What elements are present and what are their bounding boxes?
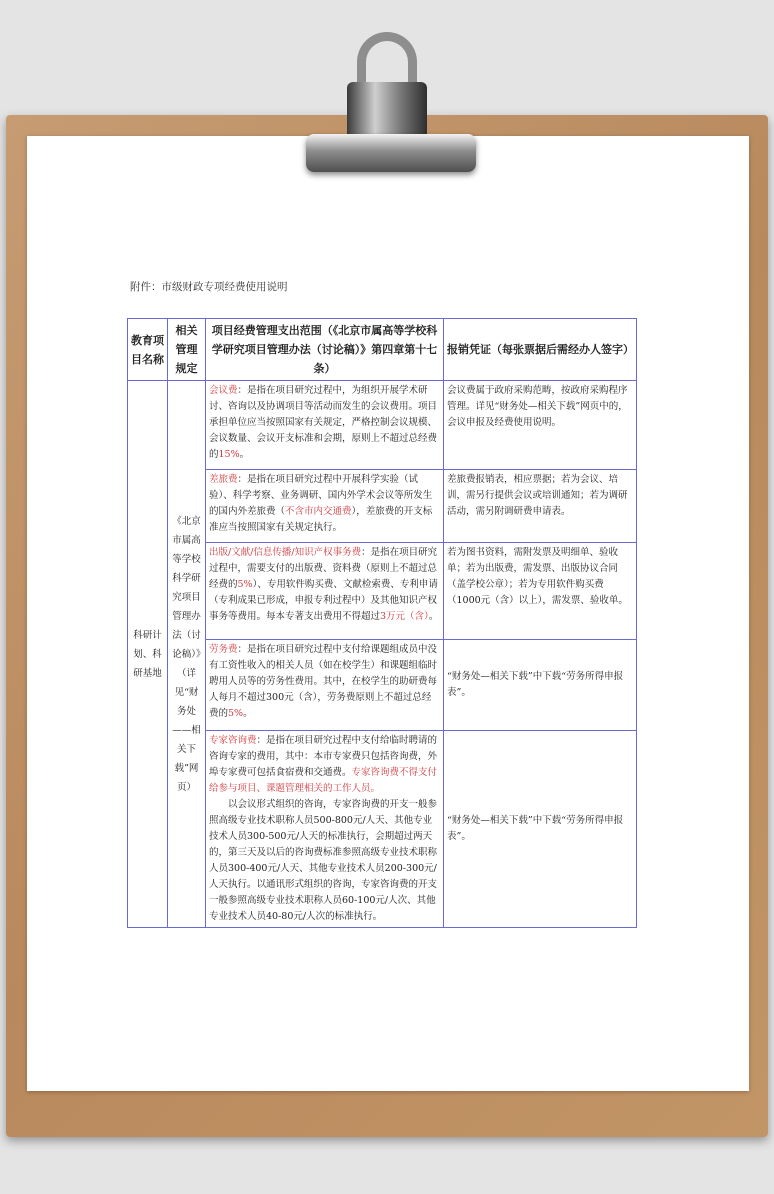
header-voucher: 报销凭证（每张票据后需经办人签字） xyxy=(444,319,637,381)
expense-cell-publication: 出版/文献/信息传播/知识产权事务费：是指在项目研究过程中，需要支付的出版费、资料费（原则上不超过总经费的5%）、专用软件购买费、文献检索费、专利申请（专利成果已形成，申报专利过程中）及其他知识产权事务等费用。每本专著支出费用不得超过3万元（含）。 xyxy=(206,543,444,640)
clip-plate xyxy=(347,82,427,142)
regulation-cell: 《北京市属高等学校科学研究项目管理办法（讨论稿）》（详见“财务处——相关下载”网页） xyxy=(168,381,206,928)
voucher-cell-publication: 若为图书资料，需附发票及明细单、验收单；若为出版费，需发票、出版协议合同（盖学校公章）；若为专用软件购买费（1000元（含）以上），需发票、验收单。 xyxy=(444,543,637,640)
project-name-cell: 科研计划、科研基地 xyxy=(128,381,168,928)
expense-cell-consulting: 专家咨询费：是指在项目研究过程中支付给临时聘请的咨询专家的费用，其中：本市专家费只包括咨询费，外埠专家费可包括食宿费和交通费。专家咨询费不得支付给参与项目、课题管理相关的工作人员。 以会议形式组织的咨询，专家咨询费的开支一般参照高级专业技术职称人员500-800元/人天、其他专业技术人员300-500元/人天的标准执行，会期超过两天的，第三天及以后的咨询费标准参照高级专业技术职称人员300-400元/人天、其他专业技术人员200-300元/人天执行。以通讯形式组织的咨询，专家咨询费的开支一般参照高级专业技术职称人员60-100元/人次、其他专业技术人员40-80元/人次的标准执行。 xyxy=(206,731,444,928)
header-regulation: 相关管理规定 xyxy=(168,319,206,381)
attachment-caption: 附件：市级财政专项经费使用说明 xyxy=(130,281,288,293)
voucher-cell-meeting: 会议费属于政府采购范畴，按政府采购程序管理。详见“财务处—相关下载”网页中的，会议申报及经费使用说明。 xyxy=(444,381,637,470)
expense-cell-meeting: 会议费：是指在项目研究过程中，为组织开展学术研讨、咨询以及协调项目等活动而发生的会议费用。项目承担单位应当按照国家有关规定，严格控制会议规模、会议数量、会议开支标准和会期，原则上不超过总经费的15%。 xyxy=(206,381,444,470)
expense-cell-travel: 差旅费：是指在项目研究过程中开展科学实验（试验）、科学考察、业务调研、国内外学术会议等所发生的国内外差旅费（不含市内交通费），差旅费的开支标准应当按照国家有关规定执行。 xyxy=(206,470,444,543)
expense-term: 劳务费 xyxy=(209,644,238,655)
clipboard-clip[interactable] xyxy=(306,134,476,172)
voucher-cell-labor: “财务处—相关下载”中下载“劳务所得申报表”。 xyxy=(444,640,637,731)
header-project-name: 教育项目名称 xyxy=(128,319,168,381)
table-header-row xyxy=(128,319,637,381)
expense-term: 出版/文献/信息传播/知识产权事务费 xyxy=(209,547,362,558)
header-expense-scope: 项目经费管理支出范围（《北京市属高等学校科学研究项目管理办法（讨论稿）》第四章第十七条） xyxy=(206,319,444,381)
table-row xyxy=(128,381,637,470)
expense-term: 会议费 xyxy=(209,385,238,396)
expense-term: 专家咨询费 xyxy=(209,735,257,746)
expense-table xyxy=(127,318,637,928)
voucher-cell-travel: 差旅费报销表，相应票据；若为会议、培训，需另行提供会议或培训通知；若为调研活动，需另附调研费申请表。 xyxy=(444,470,637,543)
expense-term: 差旅费 xyxy=(209,474,238,485)
expense-cell-labor: 劳务费：是指在项目研究过程中支付给课题组成员中没有工资性收入的相关人员（如在校学生）和课题组临时聘用人员等的劳务性费用。其中，在校学生的助研费每人每月不超过300元（含），劳务费原则上不超过总经费的5%。 xyxy=(206,640,444,731)
voucher-cell-consulting: “财务处—相关下载”中下载“劳务所得申报表”。 xyxy=(444,731,637,928)
